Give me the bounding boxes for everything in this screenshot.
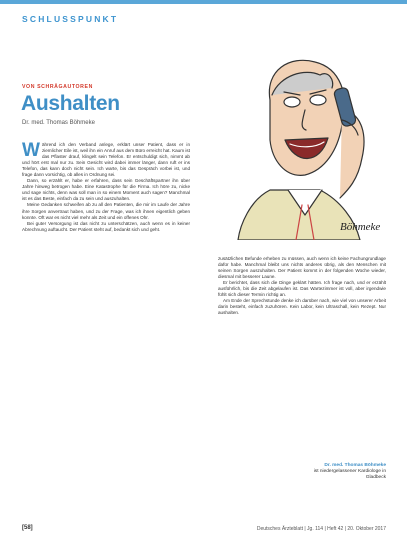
body-left-column (22, 142, 190, 233)
body-paragraph-1: Während ich den Verband anlege, erklärt unser Patient, dass er in ziemlicher Eile ist, weil ihn ein Anruf aus dem Büro erreicht hat. Kaum ist das Pflaster drauf, klingelt sein Telefon. Er entschuldigt sich, nimmt ab und hört erst mal nur zu. Sein Gesicht wird dabei immer länger, dann ruft er ins Telefon, das kann doch nicht sein. Ich warte, bis das Gespräch vorbei ist, und frage dann vorsichtig, ob alles in Ordnung sei. (22, 140, 190, 178)
body-paragraph-4: Bei guter Versorgung ist das nicht zu unterschätzen, auch wenn es in keiner Abrechnung auftaucht. Der Patient steht auf, bedankt sich und geht. (22, 220, 190, 232)
signature-name: Dr. med. Thomas Böhmeke (324, 463, 386, 468)
article-title: Aushalten (21, 92, 120, 115)
body-paragraph-6: Er berichtet, dass sich die Dinge geklärt hätten. Ich frage nach, und er erzählt ausführlich, bis die Zeit abgelaufen ist. Das Wartezimmer ist voll, aber irgendwie fühlt sich dieser Termin richtig an. (218, 280, 386, 298)
source-line: Deutsches Ärzteblatt | Jg. 114 | Heft 42 | 20. Oktober 2017 (256, 526, 386, 532)
author-line: Dr. med. Thomas Böhmeke (22, 120, 95, 126)
author-signature (296, 463, 386, 481)
illustration-signature: Böhmeke (340, 221, 381, 233)
top-rule (0, 0, 407, 4)
kicker: VON SCHRÄGAUTOREN (22, 84, 93, 90)
body-paragraph-5: zusätzlichen Befunde erheben zu müssen, auch wenn ich keine Fachungrundlage dafür habe. Manchmal bleibt uns nichts anderes übrig, als den Menschen mit seinen Sorgen auszuhalten. Der Patient kommt in der folgenden Woche wieder, diesmal mit besserer Laune. (218, 256, 386, 280)
page-number: [58] (22, 525, 33, 531)
section-label: SCHLUSSPUNKT (22, 14, 119, 24)
cartoon-illustration (210, 40, 386, 240)
body-paragraph-2: Dann, so erzählt er, habe er erfahren, dass sein Geschäftspartner ihn über Jahre hinweg betrogen habe. Eine Katastrophe für die Firma. Ich höre zu, nicke und sage nichts, denn was soll man in so einem Moment auch sagen? Manchmal ist es das Beste, einfach da zu sein und auszuhalten. (22, 178, 190, 202)
signature-role: ist niedergelassener Kardiologe in Gladbeck (313, 469, 386, 480)
body-paragraph-7: Am Ende der Sprechstunde denke ich darüber nach, wie viel von unserer Arbeit darin besteht, einfach zuzuhören. Kein Labor, kein Ultraschall, kein Rezept. Nur aushalten. (218, 298, 386, 316)
drop-cap: W (22, 140, 40, 161)
body-right-column (218, 256, 386, 316)
body-paragraph-3: Meine Gedanken schweifen ab zu all den Patienten, die mir im Laufe der Jahre ihre Sorgen anvertraut haben, und zu der Frage, was ich ihnen eigentlich geben konnte. Oft war es nicht viel mehr als Zeit und ein offenes Ohr. (22, 202, 190, 220)
